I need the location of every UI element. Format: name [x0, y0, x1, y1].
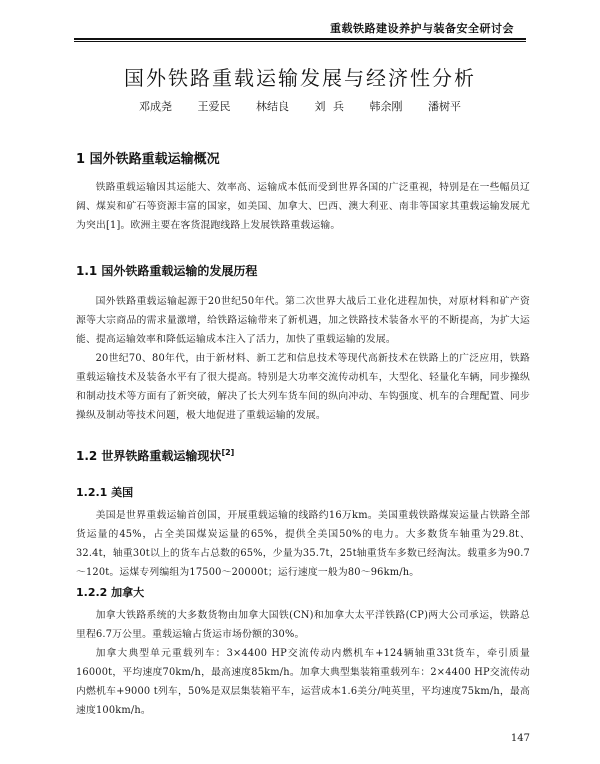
author: 邓成尧: [139, 100, 172, 113]
author: 王爱民: [197, 100, 231, 113]
paragraph: 美国是世界重载运输首创国，开展重载运输的线路约16万km。美国重载铁路煤炭运量占铁路全部货运量的45%，占全美国煤炭运量的65%，提供全美国50%的电力。大多数货车轴重为29.8t、32.4t，轴重30t以上的货车占总数的65%，少量为35.7t，25t轴重货车多数已经淘汰。载重多为90.7～120t。运煤专列编组为17500～20000t；运行速度一般为80～96km/h。: [76, 510, 530, 578]
paragraph: 加拿大典型单元重载列车：3×4400 HP交流传动内燃机车+124辆轴重33t货车，牵引质量16000t，平均速度70km/h，最高速度85km/h。加拿大典型集装箱重载列车：2×4400 HP交流传动内燃机车+9000 t列车，50%是双层集装箱平车，运营成本1.6美分/吨英里，平均速度75km/h，最高速度100km/h。: [76, 648, 530, 716]
section-heading-text: 1.2 世界铁路重载运输现状: [76, 449, 222, 463]
paper-title: 国外铁路重载运输发展与经济性分析: [124, 66, 476, 90]
author: 韩余刚: [369, 100, 403, 113]
header-rule: [74, 38, 526, 40]
section-heading-1-2: [76, 447, 234, 464]
section-heading-1-2-2: 1.2.2 加拿大: [76, 586, 145, 599]
paragraph: 20世纪70、80年代，由于新材料、新工艺和信息技术等现代高新技术在铁路上的广泛应用，铁路重载运输技术及装备水平有了很大提高。特别是大功率交流传动机车，大型化、轻量化车辆，同步操纵和制动技术等方面有了新突破，解决了长大列车货车间的纵向冲动、车钩强度、机车的合理配置、同步操纵及制动等技术问题，极大地促进了重载运输的发展。: [76, 353, 530, 421]
paragraph: 国外铁路重载运输起源于20世纪50年代。第二次世界大战后工业化进程加快，对原材料和矿产资源等大宗商品的需求量激增，给铁路运输带来了新机遇，加之铁路技术装备水平的不断提高，为扩大运能、提高运输效率和降低运输成本注入了活力，加快了重载运输的发展。: [76, 296, 530, 345]
author: 潘树平: [428, 100, 461, 113]
citation-ref: [2]: [221, 448, 235, 457]
author: 刘 兵: [314, 100, 344, 113]
header-rule-thin: [74, 41, 526, 42]
page-number: 147: [510, 733, 530, 744]
running-header: 重载铁路建设养护与装备安全研讨会: [330, 22, 514, 35]
author-list: [0, 98, 600, 114]
paragraph: 加拿大铁路系统的大多数货物由加拿大国铁(CN)和加拿大太平洋铁路(CP)两大公司承运，铁路总里程6.7万公里。重载运输占货运市场份额的30%。: [76, 610, 530, 640]
paragraph: 铁路重载运输因其运能大、效率高、运输成本低而受到世界各国的广泛重视，特别是在一些幅员辽阔、煤炭和矿石等资源丰富的国家，如美国、加拿大、巴西、澳大利亚、南非等国家其重载运输发展尤为突出[1]。欧洲主要在客货混跑线路上发展铁路重载运输。: [76, 182, 530, 231]
section-heading-1-2-1: 1.2.1 美国: [76, 486, 134, 499]
section-heading-1: 1 国外铁路重载运输概况: [76, 152, 220, 167]
author: 林结良: [256, 100, 289, 113]
section-heading-1-1: 1.1 国外铁路重载运输的发展历程: [76, 264, 258, 278]
